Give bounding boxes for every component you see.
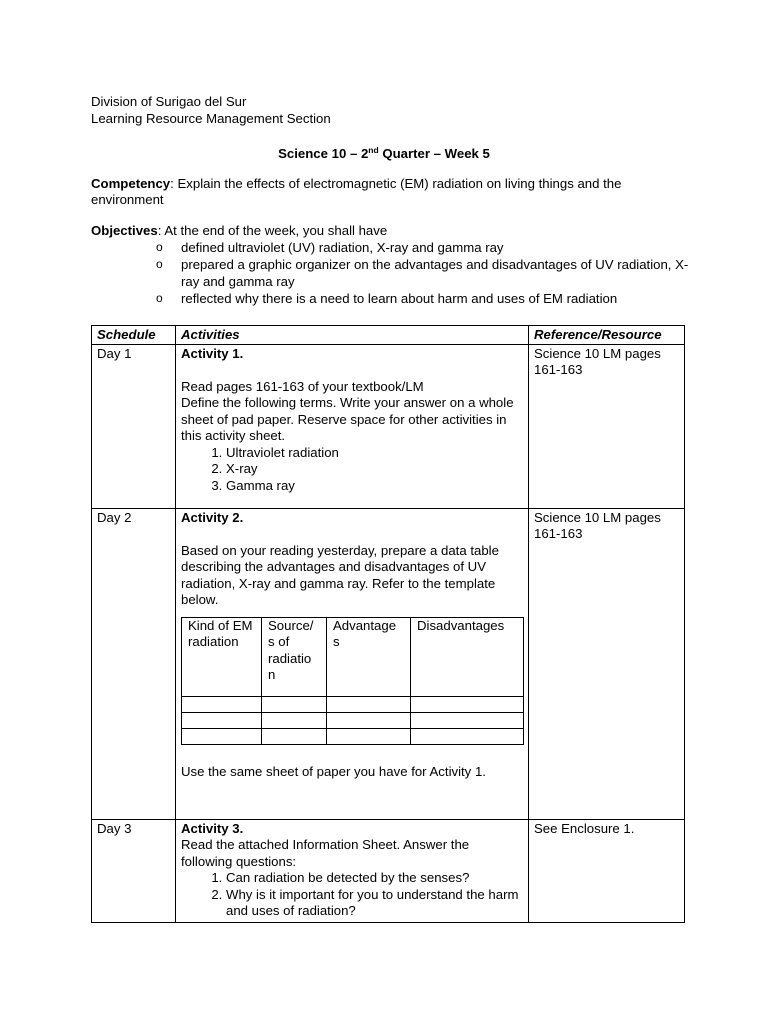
competency-label: Competency [91, 176, 171, 191]
activity-cell [176, 344, 529, 508]
day-cell: Day 3 [92, 819, 176, 922]
template-table [181, 617, 524, 745]
table-row-day-2 [92, 508, 685, 819]
list-item: 2. X-ray [226, 461, 523, 478]
activity-instruction: Read pages 161-163 of your textbook/LM [181, 378, 424, 394]
competency-text: : Explain the effects of electromagnetic (EM) radiation on living things and the environment [91, 176, 622, 207]
objectives-list [156, 239, 696, 307]
bullet-icon: o [156, 240, 163, 254]
activity-cell [176, 508, 529, 819]
objective-item [156, 239, 696, 256]
page-title [0, 142, 768, 162]
template-empty-row [182, 712, 524, 728]
title-suffix: Quarter – Week 5 [378, 146, 490, 161]
activity-instruction: Define the following terms. Write your answer on a whole sheet of pad paper. Reserve space for other activities in this activity sheet. [181, 395, 514, 443]
template-empty-row [182, 728, 524, 744]
header-reference: Reference/Resource [529, 326, 685, 345]
bullet-icon: o [156, 291, 163, 305]
header-schedule: Schedule [92, 326, 176, 345]
activity-title: Activity 3. [181, 820, 244, 836]
activity-cell [176, 819, 529, 922]
objectives-text: : At the end of the week, you shall have [157, 223, 388, 238]
title-prefix: Science 10 – 2 [278, 146, 369, 161]
list-item: 3. Gamma ray [226, 478, 523, 495]
template-empty-row [182, 696, 524, 712]
activity-title: Activity 2. [181, 509, 244, 525]
division-name: Division of Surigao del Sur [91, 94, 247, 109]
activity-note: Use the same sheet of paper you have for Activity 1. [181, 763, 486, 779]
activity-title: Activity 1. [181, 345, 244, 361]
activity-instruction: Based on your reading yesterday, prepare a data table describing the advantages and disadvantages of UV radiation, X-ray and gamma ray. Refer to the template below. [181, 542, 499, 607]
schedule-table [91, 325, 685, 923]
section-name: Learning Resource Management Section [91, 111, 331, 126]
activity-instruction: Read the attached Information Sheet. Answer the following questions: [181, 837, 470, 869]
template-header-cell: Disadvantages [411, 617, 524, 696]
list-item: 1. Ultraviolet radiation [226, 445, 523, 462]
objective-item [156, 256, 696, 290]
table-row-day-3 [92, 819, 685, 922]
objective-text: reflected why there is a need to learn about harm and uses of EM radiation [181, 291, 618, 306]
reference-cell: Science 10 LM pages 161-163 [529, 344, 685, 508]
day-cell: Day 1 [92, 344, 176, 508]
title-superscript: nd [368, 145, 379, 155]
reference-cell: Science 10 LM pages 161-163 [529, 508, 685, 819]
template-header-cell: Source/ s of radiatio n [262, 617, 327, 696]
template-header-cell: Advantage s [327, 617, 411, 696]
day-cell: Day 2 [92, 508, 176, 819]
objective-text: prepared a graphic organizer on the advantages and disadvantages of UV radiation, X-ray and gamma ray [181, 257, 689, 289]
competency-paragraph [91, 176, 676, 208]
objectives-intro [91, 223, 676, 239]
template-header-cell: Kind of EM radiation [182, 617, 262, 696]
template-header-row [182, 617, 524, 696]
objective-text: defined ultraviolet (UV) radiation, X-ray and gamma ray [181, 240, 504, 255]
objectives-label: Objectives [91, 223, 158, 238]
bullet-icon: o [156, 257, 163, 271]
schedule-header-row [92, 326, 685, 345]
list-item: 2. Why is it important for you to understand the harm and uses of radiation? [226, 887, 523, 920]
objective-item [156, 290, 696, 307]
questions-list [181, 870, 523, 920]
list-item: 1. Can radiation be detected by the senses? [226, 870, 523, 887]
reference-cell: See Enclosure 1. [529, 819, 685, 922]
header-activities: Activities [176, 326, 529, 345]
table-row-day-1 [92, 344, 685, 508]
terms-list [181, 445, 523, 495]
